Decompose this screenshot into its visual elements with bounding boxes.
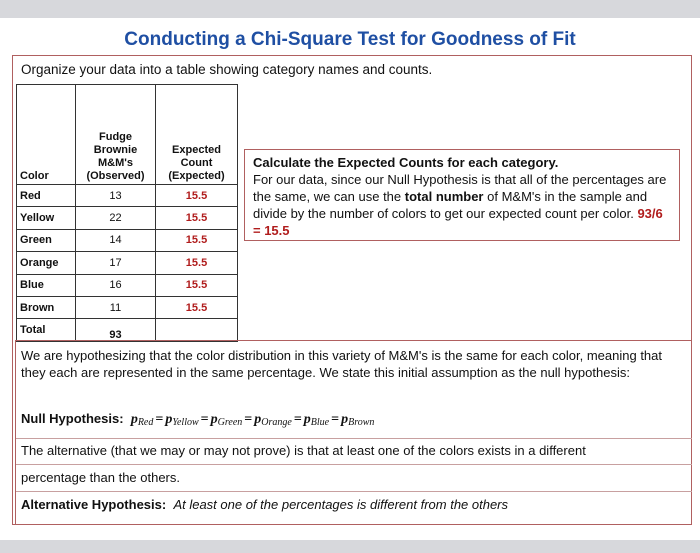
header-color: Color: [17, 85, 76, 185]
divider: [16, 464, 692, 465]
alternative-text-line1: The alternative (that we may or may not prove) is that at least one of the colors exists in a different: [21, 443, 586, 458]
hypothesis-paragraph: We are hypothesizing that the color distribution in this variety of M&M's is the same for each color, meaning that they each are represented in the same percentage. We state this initial assumption as the null hypothesis:: [21, 348, 662, 380]
null-hypothesis: Null Hypothesis: $p_{Red} = p_{Yellow} = p_{Green} = p_{Orange} = p_{Blue} = p_{Brown}$: [21, 411, 375, 428]
data-table: [16, 84, 238, 342]
calc-formula: 93/6 = 15.5: [253, 206, 663, 238]
calc-body: For our data, since our Null Hypothesis is that all of the percentages are the same, we can use the total number of M&M's in the sample and divide by the number of colors to get our expected count per color. 93/6 = 15.5: [253, 172, 667, 238]
table-row: Brown 11 15.5: [17, 296, 238, 318]
table-row: Blue 16 15.5: [17, 274, 238, 296]
header-expected: Expected Count (Expected): [156, 85, 238, 185]
intro-text: Organize your data into a table showing category names and counts.: [21, 62, 433, 77]
table-row: Orange 17 15.5: [17, 252, 238, 274]
table-header-row: [17, 85, 238, 185]
divider: [16, 438, 692, 439]
table-row: Green 14 15.5: [17, 229, 238, 251]
table-total-row: Total 93: [17, 319, 238, 341]
divider: [16, 491, 692, 492]
table-row: Yellow 22 15.5: [17, 207, 238, 229]
alt-text: At least one of the percentages is different from the others: [173, 497, 509, 512]
expected-count-box: [244, 149, 680, 241]
alternative-hypothesis: [21, 497, 508, 512]
null-label: Null Hypothesis:: [21, 411, 124, 426]
alt-label: Alternative Hypothesis:: [21, 497, 167, 512]
header-observed: Fudge Brownie M&M's (Observed): [76, 85, 156, 185]
page-title: Conducting a Chi-Square Test for Goodness of Fit: [124, 29, 576, 50]
calc-heading: Calculate the Expected Counts for each category.: [253, 155, 559, 170]
alternative-text-line2: percentage than the others.: [21, 470, 181, 485]
table-row: Red 13 15.5: [17, 185, 238, 207]
slide: [0, 18, 700, 540]
